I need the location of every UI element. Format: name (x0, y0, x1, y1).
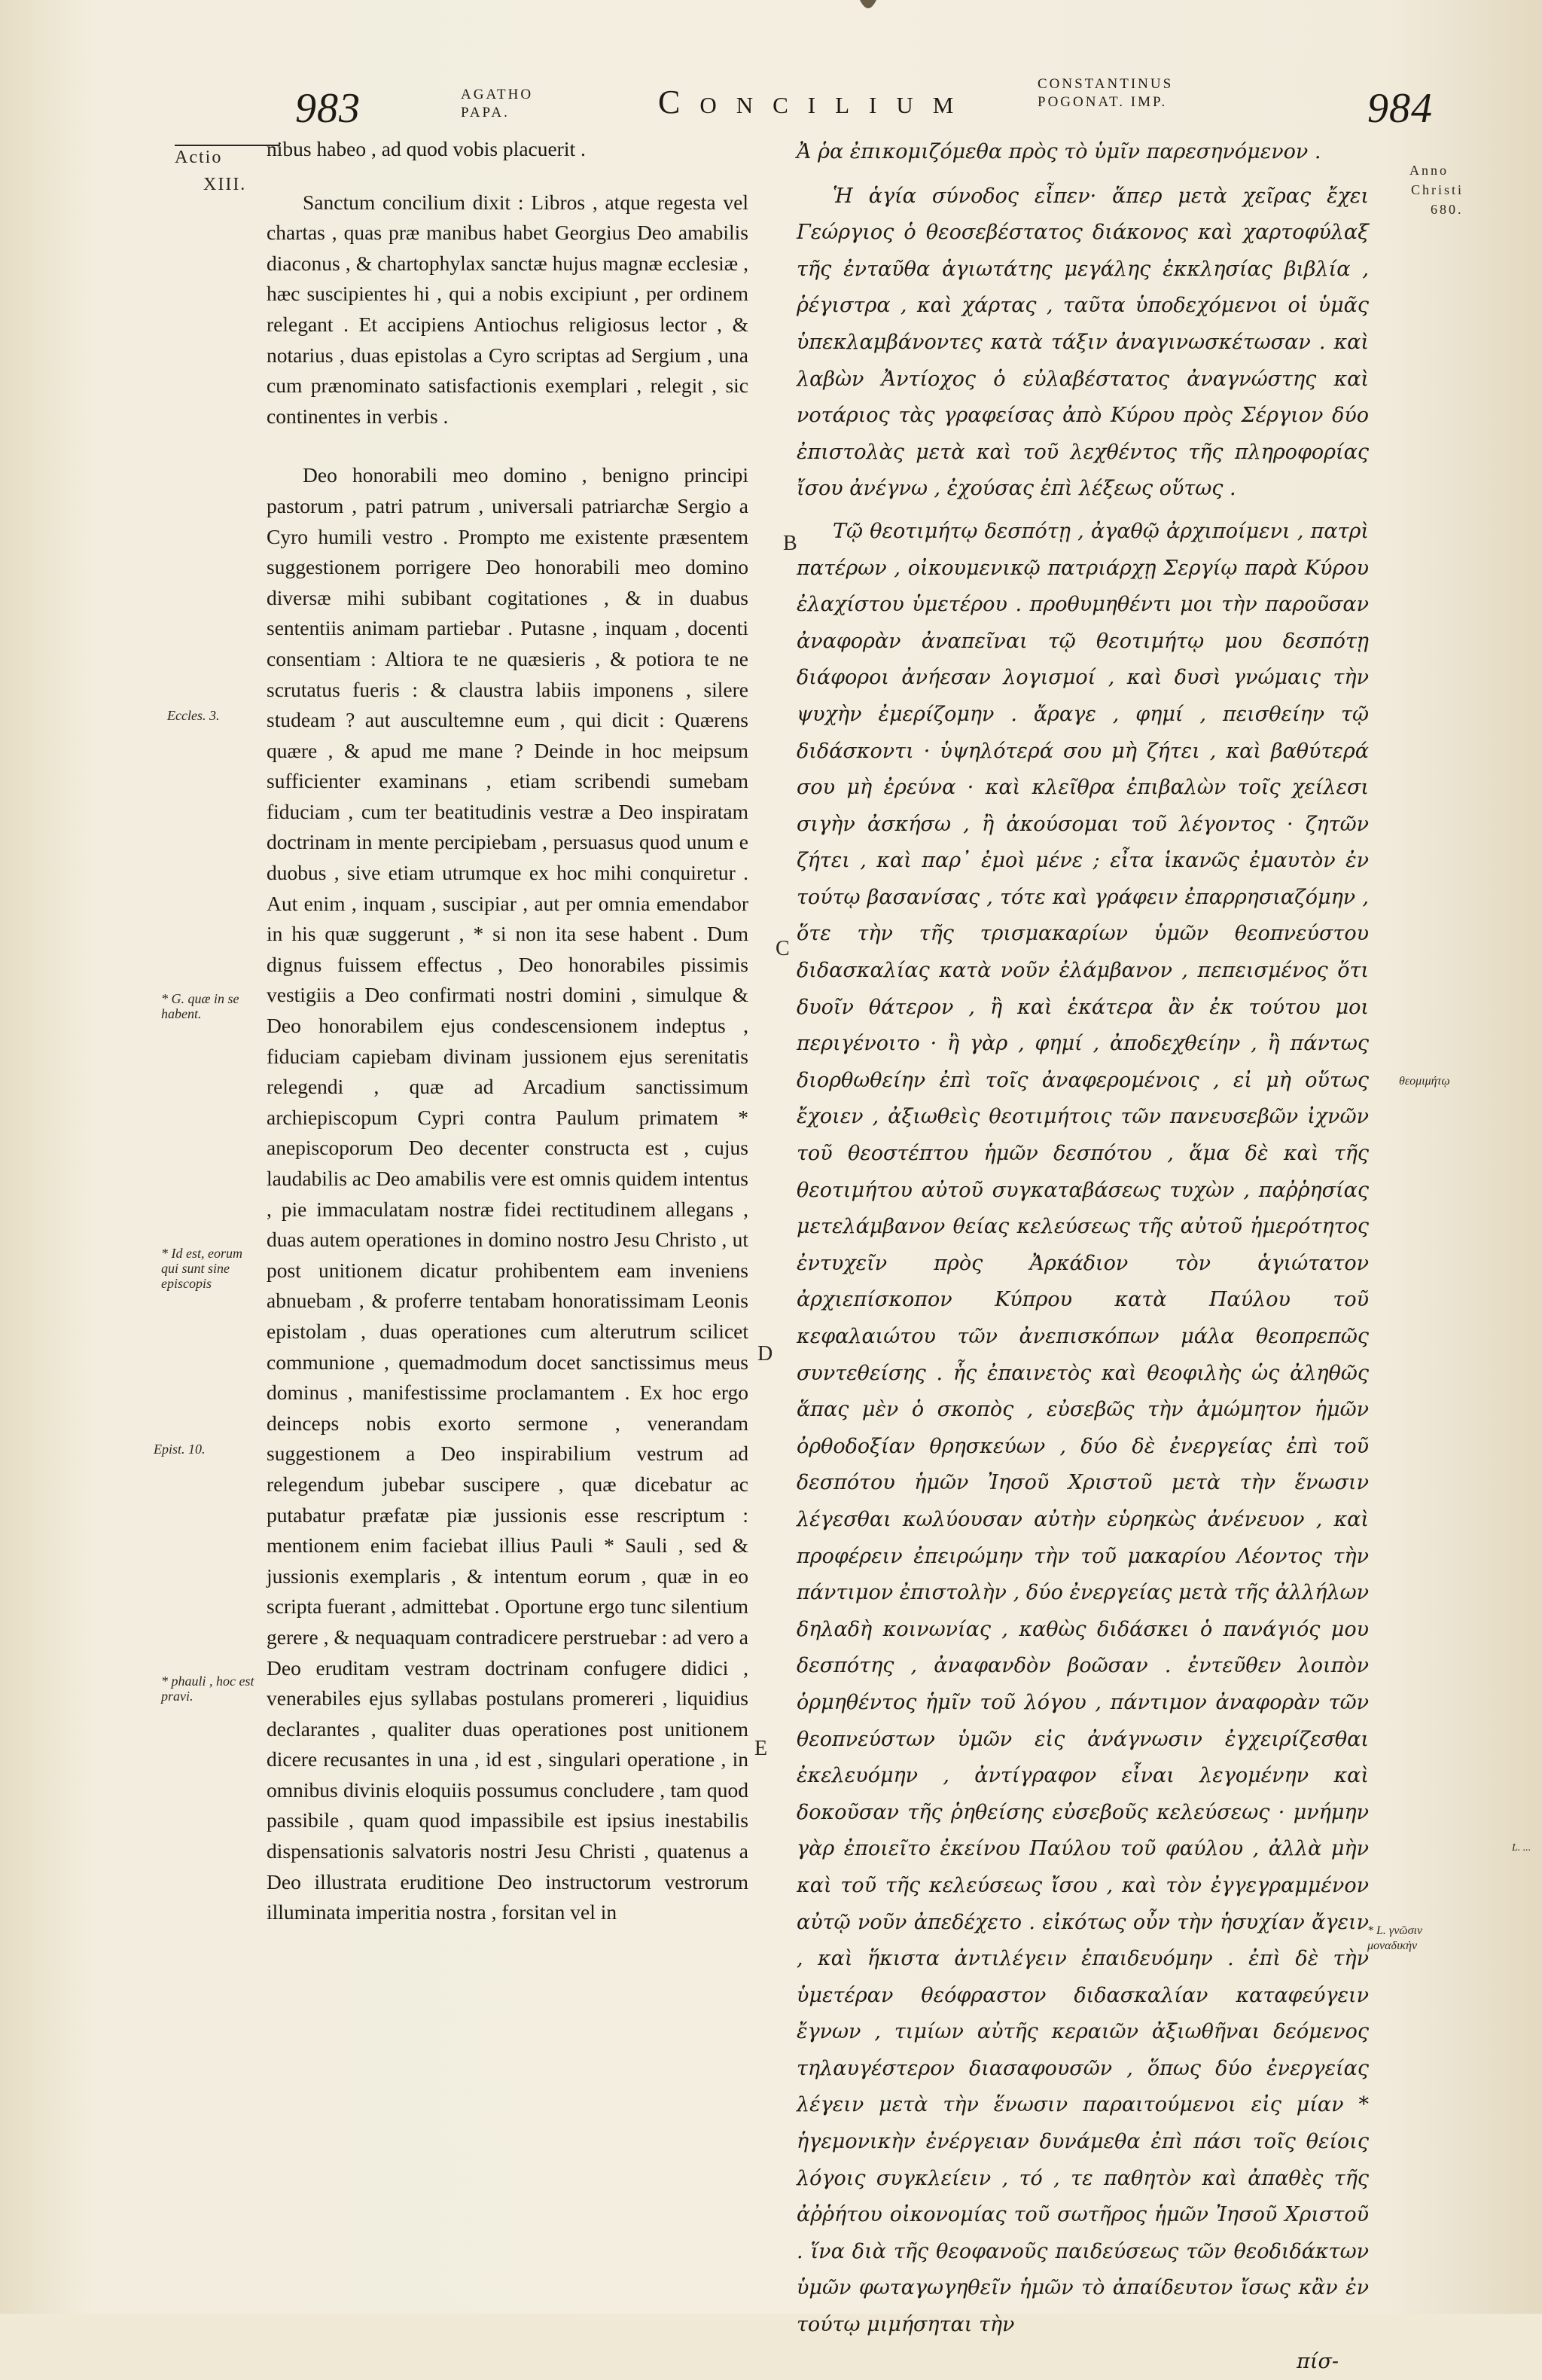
margin-note-eccles: Eccles. 3. (167, 708, 220, 723)
greek-paragraph-3: Τῷ θεοτιμήτῳ δεσπότῃ , ἀγαθῷ ἀρχιποίμενι , πατρὶ πατέρων , οἰκουμενικῷ πατριάρχῃ Σεργίῳ παρὰ Κύρου ἐλαχίστου ὑμετέρου . προθυμηθέντι μοι τὴν παροῦσαν ἀναφορὰν ἀναπεῖναι τῷ θεοτιμήτῳ μου δεσπότῃ διάφοροι ἀνήεσαν λογισμοί , καὶ δυσὶ γνώμαις τὴν ψυχὴν ἐμερίζομην . ἄραγε , φημί , πεισθείην τῷ διδάσκοντι · ὑψηλότερά σου μὴ ζήτει , καὶ βαθύτερά σου μὴ ἐρεύνα · καὶ κλεῖθρα ἐπιβαλὼν τοῖς χείλεσι σιγὴν ἀσκήσω , ἢ ἀκούσομαι τοῦ λέγοντος · ζητῶν ζήτει , καὶ παρ᾽ ἐμοὶ μένε ; εἶτα ἱκανῶς ἐμαυτὸν ἐν τούτῳ βασανίσας , τότε καὶ γράφειν ἐπαρρησιαζόμην , ὅτε τὴν τῆς τρισμακαρίων ὑμῶν θεοπνεύστου διδασκαλίας κατὰ νοῦν ἐλάμβανον , πεπεισμένος ὅτι δυοῖν θάτερον , ἢ καὶ ἑκάτερα ἂν ἐκ τούτου μοι περιγένοιτο · ἢ γὰρ , φημί , ἀποδεχθείην , ἢ πάντως διορθωθείην ἐπὶ τοῖς ἀναφερομένοις , εἰ μὴ οὕτως ἔχοιεν , ἀξιωθεὶς θεοτιμήτοις τῶν πανευσεβῶν ἰχνῶν τοῦ θεοστέπτου ἡμῶν δεσπότου , ἅμα δὲ καὶ τῆς θεοτιμήτου αὐτοῦ συγκαταβάσεως τυχὼν , παῤῥησίας μετελάμβανον θείας κελεύσεως τῆς αὐτοῦ ἡμερότητος ἐντυχεῖν πρὸς Ἀρκάδιον τὸν ἁγιώτατον ἀρχιεπίσκοπον Κύπρου κατὰ Παύλου τοῦ κεφαλαιώτου τῶν ἀνεπισκόπων μάλα θεοπρεπῶς συντεθείσης . ἧς ἐπαινετὸς καὶ θεοφιλὴς ὡς ἀληθῶς ἅπας μὲν ὁ σκοπὸς , εὐσεβῶς τὴν ἀμώμητον ἡμῶν ὀρθοδοξίαν θρησκεύων , δύο δὲ ἐνεργείας ἐπὶ τοῦ δεσπότου ἡμῶν Ἰησοῦ Χριστοῦ μετὰ τὴν ἕνωσιν λέγεσθαι κωλύουσαν αὐτὴν εὑρηκὼς ἀνένευον , καὶ προφέρειν ἐπειρώμην τὴν τοῦ μακαρίου Λέοντος τὴν πάντιμον ἐπιστολὴν , δύο ἐνεργείας μετὰ τῆς ἀλλήλων δηλαδὴ κοινωνίας , καθὼς διδάσκει ὁ πανάγιός μου δεσπότης , ἀναφανδὸν βοῶσαν . ἐντεῦθεν λοιπὸν ὁρμηθέντος ἡμῖν τοῦ λόγου , πάντιμον ἀναφορὰν τῶν θεοπνεύστων ὑμῶν εἰς ἀνάγνωσιν ἐγχειρίζεσθαι ἐκελευόμην , ἀντίγραφον εἶναι λεγομένην καὶ δοκοῦσαν τῆς ῥηθείσης εὐσεβοῦς κελεύσεως · μνήμην γὰρ ἐποιεῖτο ἐκείνου Παύλου τοῦ φαύλου , ἀλλὰ μὴν καὶ τοῦ τῆς κελεύσεως ἴσου , καὶ τὸν ἐγγεγραμμένον αὐτῷ νοῦν ἀπεδέχετο . εἰκότως οὖν τὴν ἡσυχίαν ἄγειν , καὶ ἥκιστα ἀντιλέγειν ἐπαιδευόμην . ἐπὶ δὲ τὴν ὑμετέραν θεόφραστον διδασκαλίαν καταφεύγειν ἔγνων , τιμίων αὐτῆς κεραιῶν ἀξιωθῆναι δεόμενος τηλαυγέστερον διασαφουσῶν , ὅπως δύο ἐνεργείας λέγειν μετὰ τὴν ἕνωσιν παραιτούμενοι εἰς μίαν * ἡγεμονικὴν ἐνέργειαν δυνάμεθα ἐπὶ πάσι τοῖς θείοις λόγοις συγκλείειν , τό , τε παθητὸν καὶ ἀπαθὲς τῆς ἀῤῥήτου οἰκονομίας τοῦ σωτῆρος ἡμῶν Ἰησοῦ Χριστοῦ . ἵνα διὰ τῆς θεοφανοῦς παιδεύσεως τῶν θεοδιδάκτων ὑμῶν φωταγωγηθεῖν ἡμῶν τὸ ἀπαίδευτον ἴσως κἂν ἐν τούτῳ μιμήσηται τὴν (797, 519, 1369, 2337)
right-heading (1038, 75, 1173, 111)
margin-note-gquae: * G. quæ in se habent. (161, 991, 239, 1021)
right-page-number: 984 (1367, 85, 1433, 132)
margin-note-phauli: * phauli , hoc est pravi. (161, 1674, 254, 1704)
page-title: Concilium (658, 84, 974, 121)
right-heading-bottom: POGONAT. IMP. (1038, 94, 1168, 110)
greek-line-1: Ἀ ῥα ἐπικομιζόμεθα πρὸς τὸ ὑμῖν παρεσηνόμενον . (797, 140, 1321, 163)
section-letter-d: D (757, 1342, 773, 1365)
latin-paragraph-3: Deo honorabili meo domino , benigno principi pastorum , patri patrum , universali patriarchæ Sergio a Cyro humili vestro . Prompto me existente præsentem suggestionem porrigere Deo honorabili meo domino diversæ mihi subibant cogitationes , & in duabus sententiis animam partiebar . Putasne , inquam , docenti consentiam : Altiora te ne quæsieris , & potiora te ne scrutatus fueris : & claustra labiis imponens , silere studeam ? aut auscultemne eum , qui dicit : Quærens quære , & apud me mane ? Deinde in hoc meipsum sufficienter examinans , etiam scribendi sumebam fiduciam , cum ter beatitudinis vestræ a Deo inspiratam doctrinam in mente percipiebam , persuasus quod unum e duobus , sive etiam utrumque ex hoc mihi conquiretur . Aut enim , inquam , suscipiar , aut per omnia emendabor in his quæ suggerunt , * si non ita sese habent . Dum dignus fuissem effectus , Deo honorabiles pissimis vestigiis a Deo confirmati nostri domini , simulque & Deo honorabilem ejus condescensionem indeptus , fiduciam capiebam divinam jussionem ejus serenitatis relegendi , quæ ad Arcadium sanctissimum archiepiscopum Cypri contra Paulum primatem * anepiscoporum Deo decenter constructa est , cujus laudabilis ac Deo amabilis vere est omnis quidem intentus , pie immaculatam nostræ fidei rectitudinem allegans , duas autem operationes in domino nostro Jesu Christo , ut post unitionem dicatur prohibentem eam inveniens abnuebam , & proferre tentabam honoratissimam Leonis epistolam , duas operationes cum alterutrum scilicet communione , quemadmodum docet sanctissimus meus dominus , manifestissime proclamantem . Ex hoc ergo deinceps nobis exorto sermone , venerandam suggestionem a Deo inspirabilium vestrum ad relegendum jubebar suscipere , quæ dicebatur ac putabatur præfatæ piæ jussionis esse rescriptum : mentionem enim faciebat illius Pauli * Sauli , sed & jussionis exemplaris , & intentum eorum , quæ in eo scripta fuerant , admittebat . Oportune ergo tunc silentium gerere , & nequaquam contradicere perstruebar : ad vero a Deo eruditam vestram doctrinam confugere didici , venerabiles ejus syllabas postulans promereri , liquidius declarantes , qualiter duas operationes post unitionem dicere recusantes in una , id est , singulari operatione , in omnibus divinis eloquiis possumus concludere , tam quod passibile , quam quod impassibile est ipsius inestabilis dispensationis salvatoris nostri Jesu Christi , quatenus a Deo illustrata eruditione Deo instructorum vestrorum illuminata imperitia nostra , forsitan vel in (267, 463, 748, 1924)
section-letter-e: E (754, 1737, 768, 1760)
margin-note-idest: * Id est, eorum qui sunt sine episcopis (161, 1246, 242, 1291)
actio-label: Actio (175, 148, 223, 167)
latin-paragraph-2: Sanctum concilium dixit : Libros , atque regesta vel chartas , quas præ manibus habet Georgius Deo amabilis diaconus , & chartophylax sanctæ hujus magnæ ecclesiæ , hæc suscipientes hi , qui a nobis excipiunt , per ordinem relegant . Et accipiens Antiochus religiosus lector , & notarius , duas epistolas a Cyro scriptas ad Sergium , una cum prænominato satisfactionis exemplari , relegit , sic continentes in verbis . (267, 190, 748, 428)
latin-line-1: nibus habeo , ad quod vobis placuerit . (267, 137, 586, 160)
margin-note-greek: θεομιμήτῳ (1399, 1075, 1450, 1088)
left-heading (461, 86, 533, 122)
christi-label: Christi (1411, 182, 1464, 197)
section-letter-b: B (783, 532, 797, 555)
catchword: πίσ- (1297, 2349, 1339, 2373)
left-heading-top: AGATHO (461, 87, 534, 102)
actio-number: XIII. (203, 175, 247, 194)
left-page-number: 983 (295, 85, 361, 132)
greek-paragraph-2: Ἡ ἁγία σύνοδος εἶπεν· ἅπερ μετὰ χεῖρας ἔχει Γεώργιος ὁ θεοσεβέστατος διάκονος καὶ χαρτοφύλαξ τῆς ἐνταῦθα ἁγιωτάτης μεγάλης ἐκκλησίας βιβλία , ῥέγιστρα , καὶ χάρτας , ταῦτα ὑποδεχόμενοι οἱ ὑμᾶς ὑπεκλαμβάνοντες κατὰ τάξιν ἀναγινωσκέτωσαν . καὶ λαβὼν Ἀντίοχος ὁ εὐλαβέστατος ἀναγνώστης καὶ νοτάριος τὰς γραφείσας ἀπὸ Κύρου πρὸς Σέργιον δύο ἐπιστολὰς μετὰ καὶ τοῦ λεχθέντος τῆς πληροφορίας ἴσου ἀνέγνω , ἐχούσας ἐπὶ λέξεως οὕτως . (797, 184, 1369, 501)
year-label: 680. (1431, 202, 1464, 217)
left-heading-bottom: PAPA. (461, 105, 510, 121)
margin-note-edge: L. ... (1512, 1842, 1531, 1854)
anno-label: Anno (1409, 163, 1449, 178)
ornament-icon (858, 0, 878, 17)
right-heading-top: CONSTANTINUS (1038, 76, 1174, 92)
margin-note-gnosin: * L. γνῶσιν μοναδικὴν (1367, 1924, 1423, 1952)
margin-rule (175, 145, 280, 146)
latin-column (267, 134, 748, 1928)
greek-column (797, 134, 1369, 2380)
margin-note-epist: Epist. 10. (154, 1442, 206, 1457)
section-letter-c: C (776, 937, 790, 960)
